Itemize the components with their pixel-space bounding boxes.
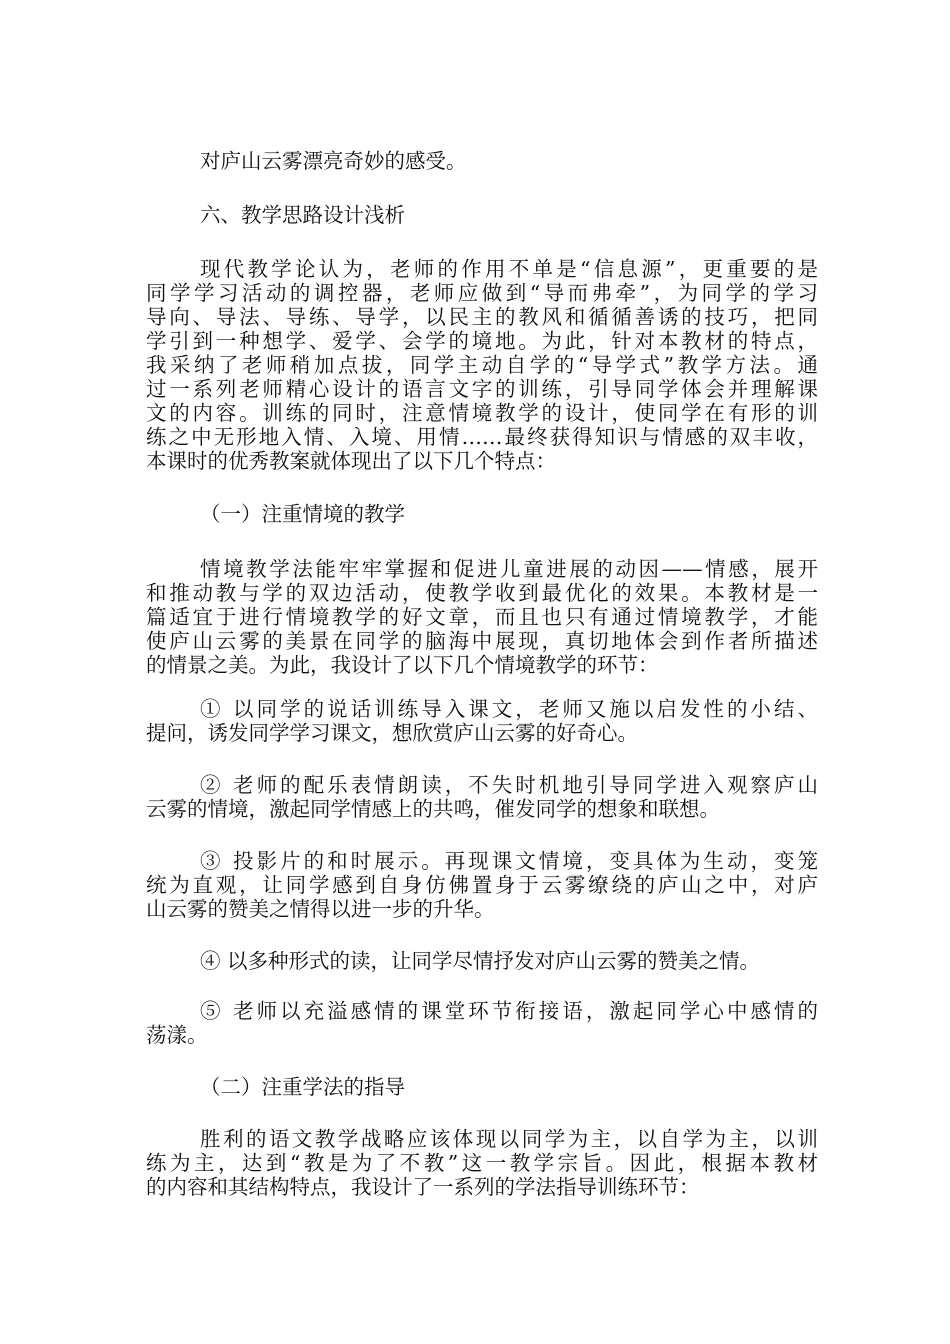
list-item-line: 提问，诱发同学学习课文，想欣赏庐山云雾的好奇心。 [146, 721, 638, 745]
subsection-heading: （一）注重情境的教学 [200, 502, 405, 526]
paragraph-line: 文的内容。训练的同时，注意情境教学的设计，使同学在有形的训 [146, 401, 818, 425]
paragraph-line: 和推动教与学的双边活动，使教学收到最优化的效果。本教材是一 [146, 581, 818, 605]
list-item-line: 荡漾。 [146, 1023, 208, 1047]
paragraph-line: 篇适宜于进行情境教学的好文章，而且也只有通过情境教学，才能 [146, 605, 818, 629]
paragraph-line: 情境教学法能牢牢掌握和促进儿童进展的动因——情感，展开 [200, 557, 818, 581]
paragraph-line: 的内容和其结构特点，我设计了一系列的学法指导训练环节： [146, 1175, 700, 1199]
paragraph-line: 过一系列老师精心设计的语言文字的训练，引导同学体会并理解课 [146, 377, 818, 401]
paragraph-line: 的情景之美。为此，我设计了以下几个情境教学的环节： [146, 653, 659, 677]
paragraph-line: 导向、导法、导练、导学，以民主的教风和循循善诱的技巧，把同 [146, 305, 818, 329]
list-item-line: ① 以同学的说话训练导入课文，老师又施以启发性的小结、 [200, 697, 818, 721]
section-heading: 六、教学思路设计浅析 [200, 203, 405, 227]
paragraph-line: 同学学习活动的调控器，老师应做到“导而弗牵”，为同学的学习 [146, 281, 818, 305]
list-item-line: ③ 投影片的和时展示。再现课文情境，变具体为生动，变笼 [200, 849, 818, 873]
list-item-line: 云雾的情境，激起同学情感上的共鸣，催发同学的想象和联想。 [146, 797, 720, 821]
paragraph-line: 使庐山云雾的美景在同学的脑海中展现，真切地体会到作者所描述 [146, 629, 818, 653]
paragraph-line: 对庐山云雾漂亮奇妙的感受。 [200, 149, 467, 173]
list-item-line: 统为直观，让同学感到自身仿佛置身于云雾缭绕的庐山之中，对庐 [146, 873, 818, 897]
paragraph-line: 练为主，达到“教是为了不教”这一教学宗旨。因此，根据本教材 [146, 1151, 818, 1175]
paragraph-line: 胜利的语文教学战略应该体现以同学为主，以自学为主，以训 [200, 1127, 818, 1151]
paragraph-line: 我采纳了老师稍加点拔，同学主动自学的“导学式”教学方法。通 [146, 353, 818, 377]
paragraph-line: 现代教学论认为，老师的作用不单是“信息源”，更重要的是 [200, 257, 818, 281]
list-item-line: ② 老师的配乐表情朗读，不失时机地引导同学进入观察庐山 [200, 773, 818, 797]
list-item-line: ⑤ 老师以充溢感情的课堂环节衔接语，激起同学心中感情的 [200, 999, 818, 1023]
paragraph-line: 学引到一种想学、爱学、会学的境地。为此，针对本教材的特点， [146, 329, 818, 353]
paragraph-line: 本课时的优秀教案就体现出了以下几个特点： [146, 449, 556, 473]
list-item-line: ④ 以多种形式的读，让同学尽情抒发对庐山云雾的赞美之情。 [200, 949, 761, 973]
subsection-heading: （二）注重学法的指导 [200, 1075, 405, 1099]
paragraph-line: 练之中无形地入情、入境、用情……最终获得知识与情感的双丰收， [146, 425, 818, 449]
list-item-line: 山云雾的赞美之情得以进一步的升华。 [146, 897, 495, 921]
